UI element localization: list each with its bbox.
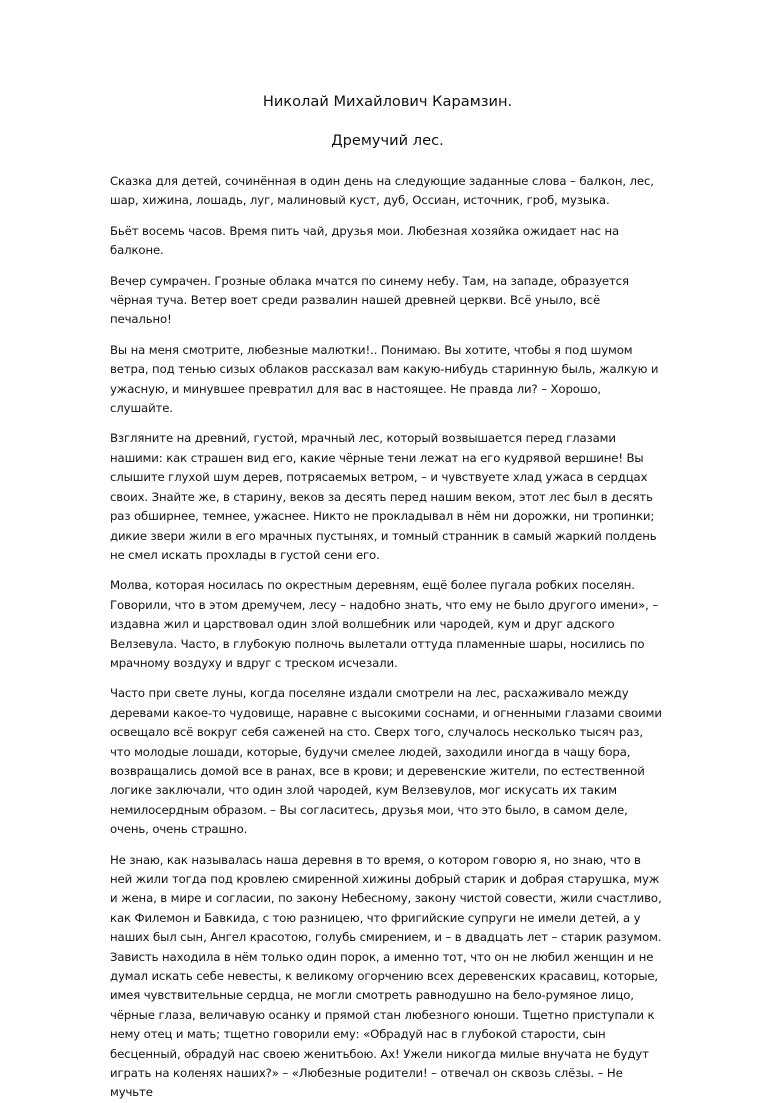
- paragraph: Вы на меня смотрите, любезные малютки!.. Понимаю. Вы хотите, чтобы я под шумом ветра, под тенью сизых облаков рассказал вам какую-нибудь старинную быль, жалкую и ужасную, и минувшее превратил для вас в настоящее. Не правда ли? – Хорошо, слушайте.: [110, 342, 659, 416]
- paragraph: Бьёт восемь часов. Время пить чай, друзья мои. Любезная хозяйка ожидает нас на балконе.: [110, 223, 620, 258]
- paragraph: Взгляните на древний, густой, мрачный лес, который возвышается перед глазами нашими: как страшен вид его, какие чёрные тени лежат на его кудрявой вершине! Вы слышите глухой шум дерев, потрясаемых ветром, – и чувствуете хлад ужаса в сердцах своих. Знайте же, в старину, веков за десять перед нашим веком, этот лес был в десять раз обширнее, темнее, ужаснее. Никто не прокладывал в нём ни дорожки, ни тропинки; дикие звери жили в его мрачных пустынях, и томный странник в самый жаркий полдень не смел искать прохлады в густой сени его.: [110, 431, 657, 562]
- paragraph: Часто при свете луны, когда поселяне издали смотрели на лес, расхаживало между деревами какое-то чудовище, наравне с высокими соснами, и огненными глазами своими освещало всё вокруг себя саженей на сто. Сверх того, случалось несколько тысяч раз, что молодые лошади, которые, будучи смелее людей, заходили иногда в чащу бора, возвращались домой все в ранах, все в крови; и деревенские жители, по естественной логике заключали, что один злой чародей, кум Велзевулов, мог искусать их таким немилосердным образом. – Вы согласитесь, друзья мои, что это было, в самом деле, очень, очень страшно.: [110, 686, 662, 837]
- paragraph: Вечер сумрачен. Грозные облака мчатся по синему небу. Там, на западе, образуется чёрная туча. Ветер воет среди развалин нашей древней церкви. Всё уныло, всё печально!: [110, 273, 629, 327]
- paragraph-intro: Сказка для детей, сочинённая в один день на следующие заданные слова – балкон, лес, шар, хижина, лошадь, луг, малиновый куст, дуб, Оссиан, источник, гроб, музыка.: [110, 174, 654, 208]
- paragraph: Молва, которая носилась по окрестным деревням, ещё более пугала робких поселян. Говорили, что в этом дремучем, лесу – надобно знать, что ему не было другого имени», – издавна жил и царствовал один злой волшебник или чародей, кум и друг адского Велзевула. Часто, в глубокую полночь вылетали оттуда пламенные шары, носились по мрачному воздуху и вдруг с треском исчезали.: [110, 578, 659, 670]
- paragraph: Не знаю, как называлась наша деревня в то время, о котором говорю я, но знаю, что в ней жили тогда под кровлею смиренной хижины добрый старик и добрая старушка, муж и жена, в мире и согласии, по закону Небесному, закону чистой совести, жили счастливо, как Филемон и Бавкида, с тою разницею, что фригийские супруги не имели детей, а у наших был сын, Ангел красотою, голубь смирением, и – в двадцать лет – старик разумом. Зависть находила в нём только один порок, а именно тот, что он не любил женщин и не думал искать себе невесты, к великому огорчению всех деревенских красавиц, которые, имея чувствительные сердца, не могли смотреть равнодушно на бело-румяное лицо, чёрные глаза, величавую осанку и прямой стан любезного юноши. Тщетно приступали к нему отец и мать; тщетно говорили ему: «Обрадуй нас в глубокой старости, сын бесценный, обрадуй нас своею женитьбою. Ах! Ужели никогда милые внучата не будут играть на коленях наших?» – «Любезные родители! – отвечал он сквозь слёзы. – Не мучьте: [110, 852, 662, 1100]
- author-heading: Николай Михайлович Карамзин.: [262, 93, 513, 110]
- document-title: Дремучий лес.: [331, 132, 444, 149]
